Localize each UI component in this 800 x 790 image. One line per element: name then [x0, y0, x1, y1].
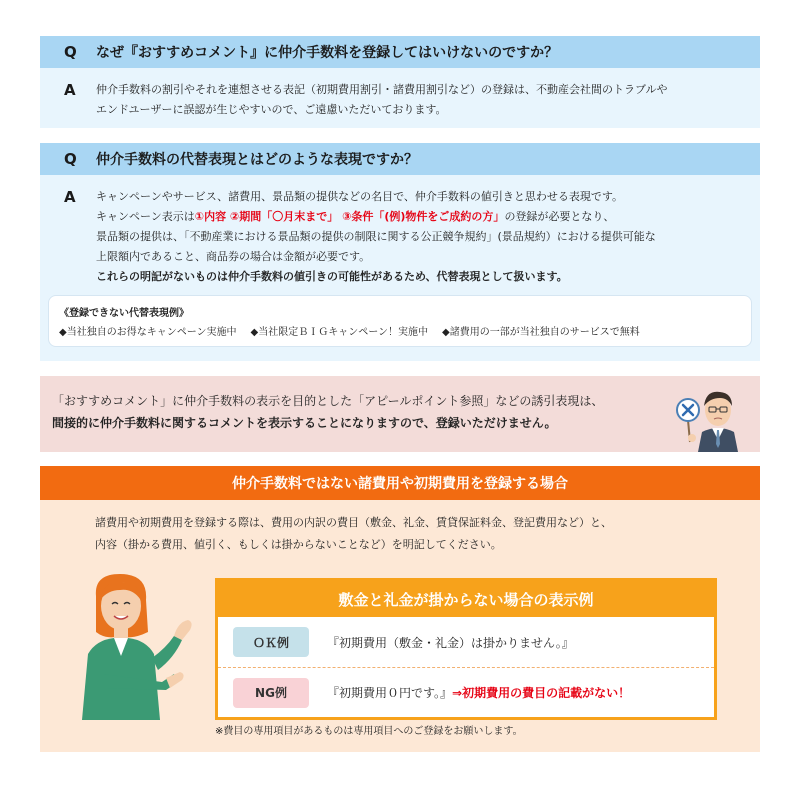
answer-line: 上限額内であること、商品券の場合は金額が必要です。 — [96, 250, 371, 263]
expense-header: 仲介手数料ではない諸費用や初期費用を登録する場合 — [40, 466, 760, 500]
a-mark: A — [64, 188, 76, 206]
presenting-woman-illustration — [62, 570, 202, 720]
expense-section — [40, 466, 760, 752]
examples-list — [59, 323, 741, 338]
example-item: ◆当社独自のお得なキャンペーン実施中 — [59, 327, 237, 338]
answer-line: 仲介手数料の割引やそれを連想させる表記（初期費用割引・諸費用割引など）の登録は、不動産会社間のトラブルや — [96, 83, 668, 96]
answer-line: 景品類の提供は、「不動産業における景品類の提供の制限に関する公正競争規約」(景品規約）における提供可能な — [96, 230, 656, 243]
answer-box — [40, 68, 760, 128]
campaign-requirements: ①内容 ②期間「〇月末まで」 ③条件「(例)物件をご成約の方」 — [194, 210, 505, 223]
description-line: 内容（掛かる費用、値引く、もしくは掛からないことなど）を明記してください。 — [95, 538, 502, 551]
examples-title: 《登録できない代替表現例》 — [59, 308, 189, 319]
answer-text — [96, 187, 656, 287]
warning-text — [52, 390, 603, 434]
example-item: ◆当社限定ＢＩＧキャンペーン！実施中 — [250, 327, 428, 338]
display-example-table — [215, 578, 717, 720]
q-mark: Q — [64, 150, 77, 168]
ok-badge: ＯＫ例 — [233, 627, 309, 657]
cross-sign-man-illustration — [676, 380, 760, 452]
answer-line: キャンペーン表示は①内容 ②期間「〇月末まで」 ③条件「(例)物件をご成約の方」の登録が必要となり、 — [96, 210, 615, 223]
ok-example-text: 『初期費用（敷金・礼金）は掛かりません。』 — [327, 635, 574, 650]
prohibited-examples-box — [48, 295, 752, 347]
question-bar — [40, 143, 760, 175]
a-mark: A — [64, 81, 76, 99]
answer-box — [40, 175, 760, 291]
ng-badge: NG例 — [233, 678, 309, 708]
answer-text — [96, 80, 668, 118]
ng-example-row — [218, 667, 714, 717]
qa-block-2 — [40, 143, 760, 361]
ng-example-text: 『初期費用０円です。』⇒初期費用の費目の記載がない！ — [327, 686, 631, 700]
question-text: 仲介手数料の代替表現とはどのような表現ですか？ — [96, 152, 418, 168]
warning-line: 「おすすめコメント」に仲介手数料の表示を目的とした「アピールポイント参照」などの誘引表現は、 — [52, 394, 604, 408]
expense-description — [95, 512, 612, 556]
answer-line: エンドユーザーに誤認が生じやすいので、ご遠慮いただいております。 — [96, 103, 447, 116]
q-mark: Q — [64, 43, 77, 61]
description-line: 諸費用や初期費用を登録する際は、費用の内訳の費目（敷金、礼金、賃貸保証料金、登記費用など）と、 — [95, 516, 612, 529]
warning-box — [40, 376, 760, 452]
question-bar — [40, 36, 760, 68]
answer-line: キャンペーンやサービス、諸費用、景品類の提供などの名目で、仲介手数料の値引きと思わせる表現です。 — [96, 190, 624, 203]
ok-example-row — [218, 617, 714, 667]
example-item: ◆諸費用の一部が当社独自のサービスで無料 — [442, 327, 640, 338]
qa-block-1 — [40, 36, 760, 128]
footnote: ※費目の専用項目があるものは専用項目へのご登録をお願いします。 — [215, 726, 523, 737]
question-text: なぜ『おすすめコメント』に仲介手数料を登録してはいけないのですか？ — [96, 45, 559, 61]
table-title: 敷金と礼金が掛からない場合の表示例 — [218, 581, 714, 617]
warning-line-emphasis: 間接的に仲介手数料に関するコメントを表示することになりますので、登録いただけません。 — [52, 416, 557, 430]
answer-line-emphasis: これらの明記がないものは仲介手数料の値引きの可能性があるため、代替表現として扱います。 — [96, 270, 568, 283]
ng-warning: ⇒初期費用の費目の記載がない！ — [452, 686, 631, 700]
